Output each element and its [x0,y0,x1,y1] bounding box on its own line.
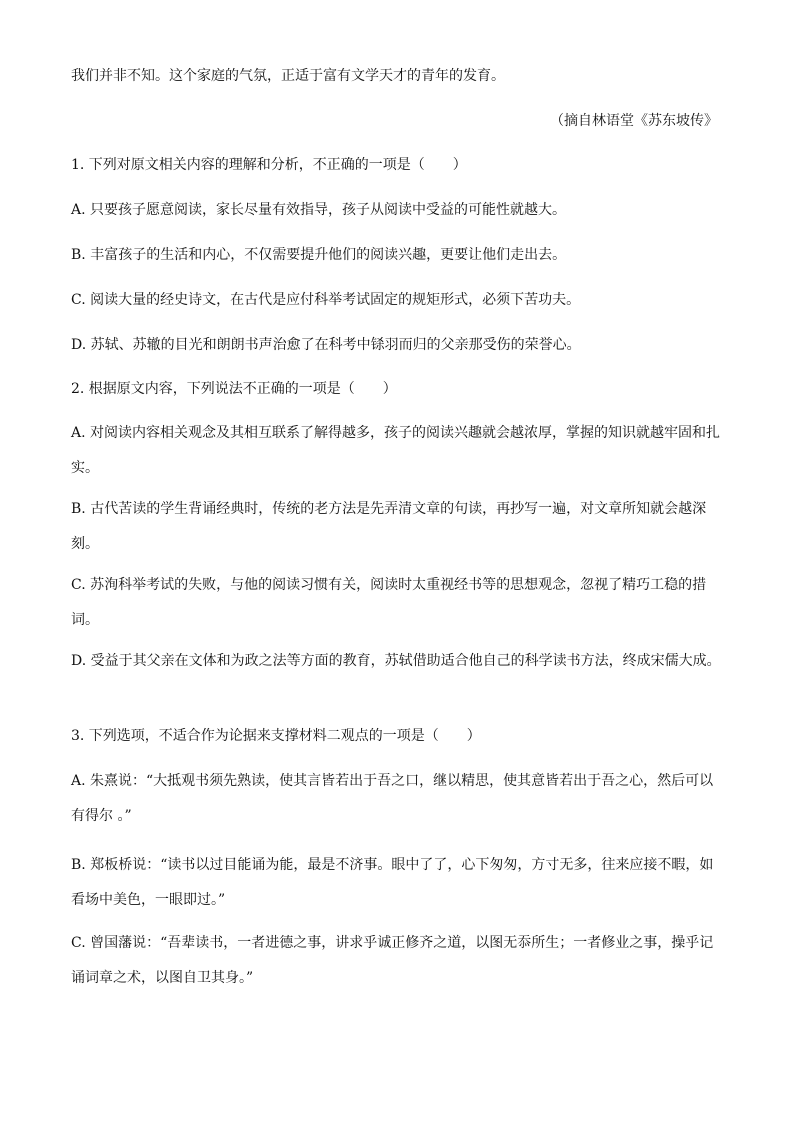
question-2-option-c: C. 苏洵科举考试的失败，与他的阅读习惯有关，阅读时太重视经书等的思想观念，忽视了精巧工稳的措词。 [71,577,707,628]
question-2-stem: 2. 根据原文内容，下列说法不正确的一项是（ ） [71,381,397,397]
question-1-option-d: D. 苏轼、苏辙的目光和朗朗书声治愈了在科考中铩羽而归的父亲那受伤的荣誉心。 [71,337,581,353]
question-3-option-a: A. 朱熹说：“大抵观书须先熟读，使其言皆若出于吾之口，继以精思，使其意皆若出于吾之心，然后可以有得尔 。” [71,773,714,824]
question-1-option-c: C. 阅读大量的经史诗文，在古代是应付科举考试固定的规矩形式，必须下苦功夫。 [71,292,581,308]
question-1-option-b: B. 丰富孩子的生活和内心，不仅需要提升他们的阅读兴趣，更要让他们走出去。 [71,247,567,263]
question-3-stem: 3. 下列选项，不适合作为论据来支撑材料二观点的一项是（ ） [71,728,481,744]
question-1-option-a: A. 只要孩子愿意阅读，家长尽量有效指导，孩子从阅读中受益的可能性就越大。 [71,202,567,218]
question-2-option-b: B. 古代苦读的学生背诵经典时，传统的老方法是先弄清文章的句读，再抄写一遍，对文章所知就会越深刻。 [71,501,707,552]
passage-source: （摘自林语堂《苏东坡传》 [550,113,718,129]
question-2-option-a: A. 对阅读内容相关观念及其相互联系了解得越多，孩子的阅读兴趣就会越浓厚，掌握的知识就越牢固和扎实。 [71,425,721,476]
passage-tail: 我们并非不知。这个家庭的气氛，正适于富有文学天才的青年的发育。 [71,68,505,84]
question-1-stem: 1. 下列对原文相关内容的理解和分析，不正确的一项是（ ） [71,157,467,173]
question-3-option-c: C. 曾国藩说：“吾辈读书，一者进德之事，讲求乎诚正修齐之道，以图无忝所生；一者修业之事，操乎记诵词章之术，以图自卫其身。” [71,935,714,986]
question-3-option-b: B. 郑板桥说：“读书以过目能诵为能，最是不济事。眼中了了，心下匆匆，方寸无多，往来应接不暇，如看场中美色，一眼即过。” [71,857,714,908]
question-2-option-d: D. 受益于其父亲在文体和为政之法等方面的教育，苏轼借助适合他自己的科学读书方法，终成宋儒大成。 [71,653,721,669]
